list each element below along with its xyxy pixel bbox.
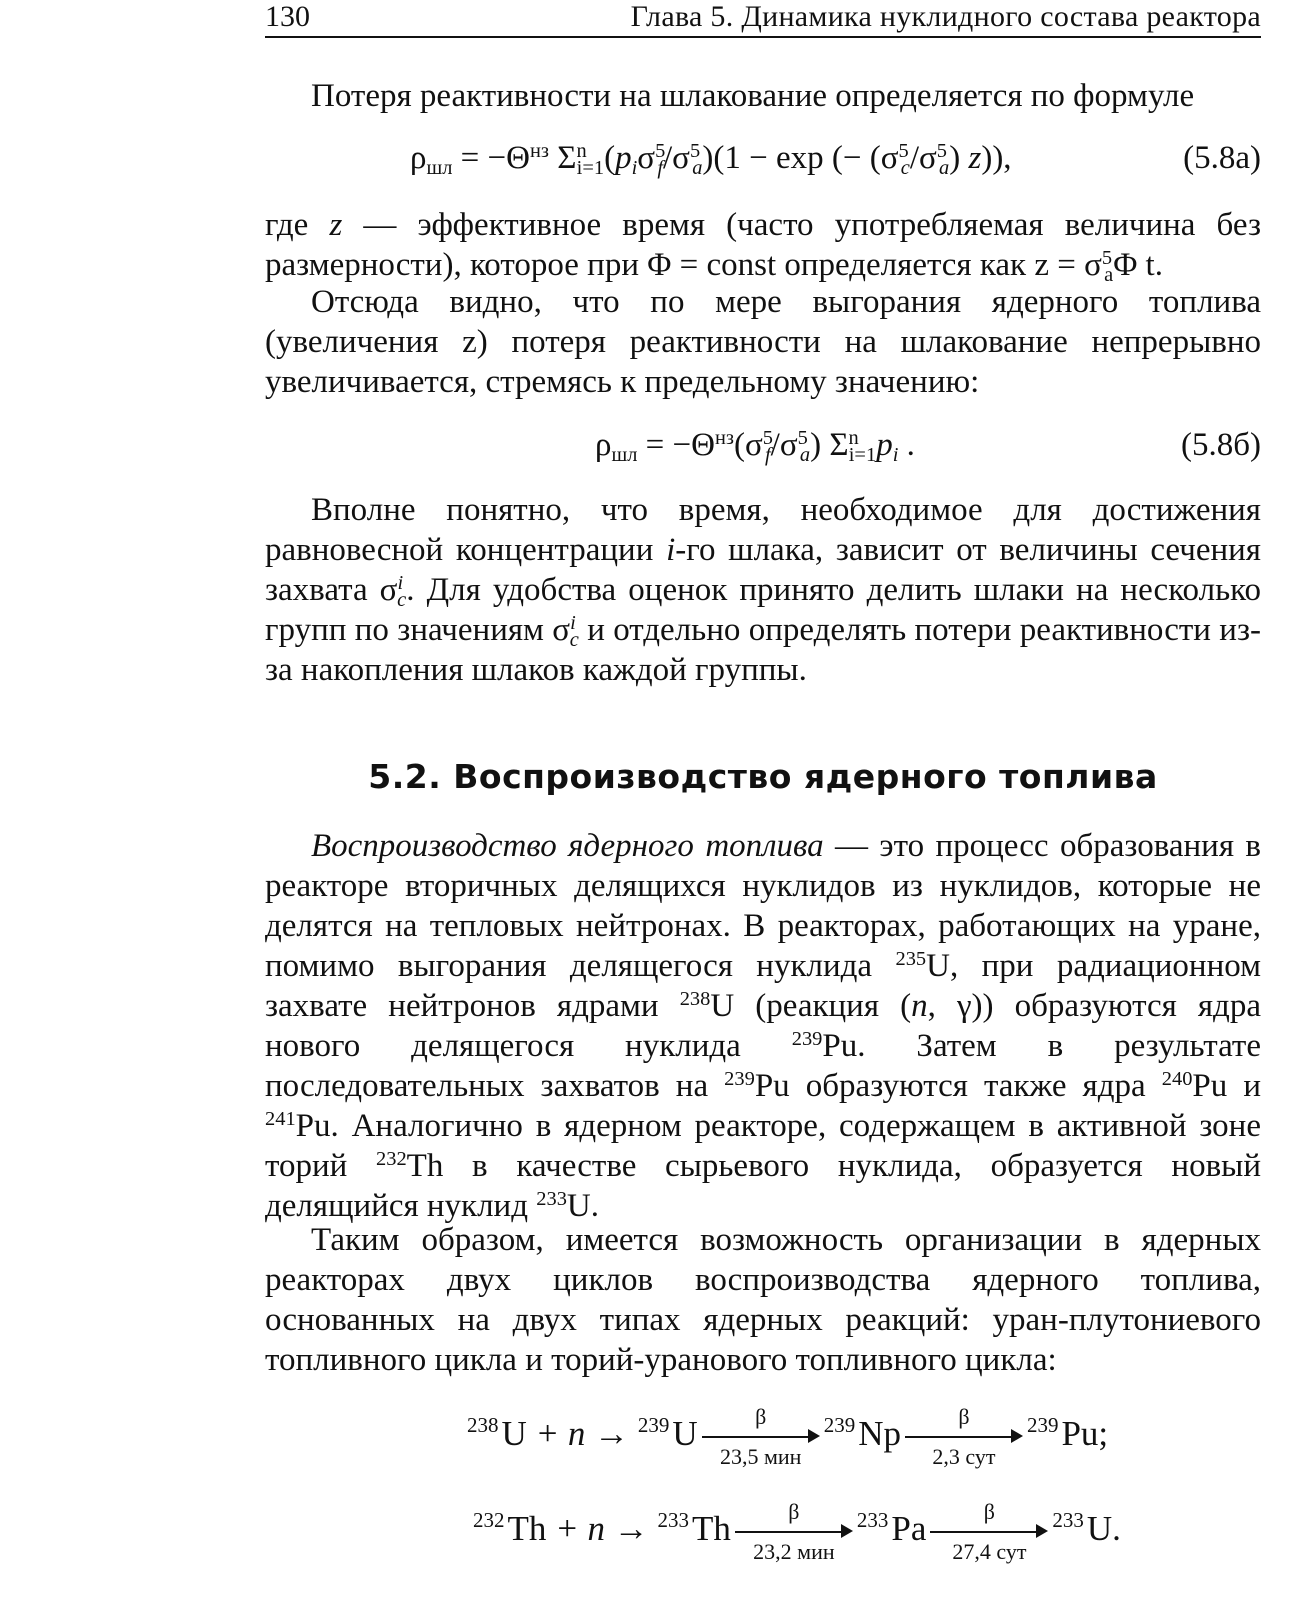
text-run: z = σ [1034, 247, 1102, 283]
text-run: n [911, 988, 928, 1024]
paragraph-breeding-definition [265, 826, 1261, 1226]
paragraph-equilibrium: Вполне понятно, что время, необходимое для достижения равновесной концентрации i-го шлака, зависит от величины сечения захвата $\sigma^i_c$. Для удобства оценок принято делить шлаки на несколько групп по значениям $\sigma^i_c$ и отдельно определять потери реактивности из-за накопления шлаков каждой группы. [265, 492, 1261, 688]
chapter-title: Глава 5. Динамика нуклидного состава реактора [630, 0, 1261, 33]
text-run: Воспроизводство ядерного топлива [311, 828, 824, 864]
text-run: Pu. Аналогично в ядерном реакторе, содержащем в активной зоне торий [265, 1108, 1261, 1184]
text-run: 240 [1161, 1067, 1193, 1090]
paragraph-z-definition [265, 205, 1261, 285]
decay-arrow: β 23,5 мин [702, 1414, 820, 1454]
reaction-thorium-uranium [473, 1499, 1121, 1564]
reaction-uranium-plutonium [467, 1404, 1109, 1469]
nuclide: $^{239}$Np [823, 1413, 901, 1453]
text-run: . Для удобства оценок принято делить шлаки на несколько групп по значениям σ [265, 572, 1261, 648]
formula-5-8b: $\rho_{шл} = -\Theta^{нз}(\sigma^5_f/\sigma^5_a)$ $\Sigma^n_{i=1}p_i$ . [595, 426, 915, 467]
text-run: , γ)) образуются ядра нового делящегося нуклида [265, 988, 1261, 1064]
decay-arrow: β 23,2 мин [735, 1509, 853, 1549]
text-run: Pu и [1192, 1068, 1261, 1104]
text-run: 241 [265, 1107, 296, 1130]
running-header [265, 0, 1261, 38]
text-run: 238 [679, 987, 711, 1010]
text-run: 239 [724, 1067, 755, 1090]
nuclide: $^{232}$Th [473, 1508, 547, 1548]
text-run: z [329, 207, 343, 243]
text-run: Pu образуются также ядра [754, 1068, 1162, 1104]
text-run: U, при радиационном захвате нейтронов ядрами [265, 948, 1261, 1024]
neutron-plus: + n → [526, 1414, 630, 1453]
nuclide: $^{233}$Pa [856, 1508, 927, 1548]
text-run: i [666, 532, 676, 568]
text-run: U (реакция ( [710, 988, 912, 1024]
text-run: U. [566, 1188, 600, 1224]
text-run: a [1104, 264, 1114, 287]
text-run: 5 [1101, 246, 1113, 269]
page-number: 130 [265, 0, 310, 33]
text-run: 232 [376, 1147, 407, 1170]
nuclide: $^{239}$U [637, 1413, 698, 1453]
text-run: где [265, 207, 330, 243]
text-run: 233 [536, 1187, 567, 1210]
decay-arrow: β 2,3 сут [905, 1414, 1023, 1454]
formula-5-8a: $\rho_{шл} = -\Theta^{нз}$ $\Sigma^n_{i=1}(p_i\sigma^5_f/\sigma^5_a)(1 - \exp$ (− $(\sigma^5_c/\sigma^5_a)$ z)), [410, 139, 1012, 180]
text-run: -го шлака, зависит от величины сечения захвата σ [265, 532, 1261, 608]
text-run: — это процесс образования в реакторе вторичных делящихся нуклидов из нуклидов, которые не делятся на тепловых нейтронах. В реакторах, работающих на уране, помимо выгорания делящегося нуклида [265, 828, 1262, 984]
section-heading: 5.2. Воспроизводство ядерного топлива [368, 757, 1158, 796]
decay-arrow: β 27,4 сут [930, 1509, 1048, 1549]
paragraph-cycles: Таким образом, имеется возможность организации в ядерных реакторах двух циклов воспроизводства ядерного топлива, основанных на двух типах ядерных реакций: уран-плутониевого топливного цикла и торий-уранового топливного цикла: [265, 1222, 1261, 1378]
text-run: Φ t. [1113, 247, 1163, 283]
equation-number-5-8b: (5.8б) [1180, 427, 1261, 463]
text-run: Pu. Затем в результате последовательных захватов на [265, 1028, 1261, 1104]
nuclide: $^{233}$U. [1052, 1508, 1121, 1548]
paragraph-intro: Потеря реактивности на шлакование определяется по формуле [311, 78, 1195, 114]
text-run: и отдельно определять потери реактивности из-за накопления шлаков каждой группы. [265, 612, 1261, 688]
paragraph-burnup: Отсюда видно, что по мере выгорания ядерного топлива (увеличения z) потеря реактивности на шлакование непрерывно увеличивается, стремясь к предельному значению: [265, 284, 1261, 400]
text-run: 239 [791, 1027, 823, 1050]
nuclide: $^{239}$Pu; [1026, 1413, 1109, 1453]
text-run: — эффективное время (часто употребляемая величина без размерности), которое при Φ = const определяется как [265, 207, 1261, 283]
nuclide: $^{233}$Th [657, 1508, 731, 1548]
text-run: 235 [895, 947, 927, 970]
nuclide: $^{238}$U [467, 1413, 527, 1453]
text-run: Th в качестве сырьевого нуклида, образуется новый делящийся нуклид [265, 1148, 1261, 1224]
neutron-plus: + n → [546, 1509, 649, 1548]
text-run: Вполне понятно, что время, необходимое для достижения равновесной концентрации [265, 492, 1261, 568]
equation-number-5-8a: (5.8а) [1183, 140, 1261, 176]
